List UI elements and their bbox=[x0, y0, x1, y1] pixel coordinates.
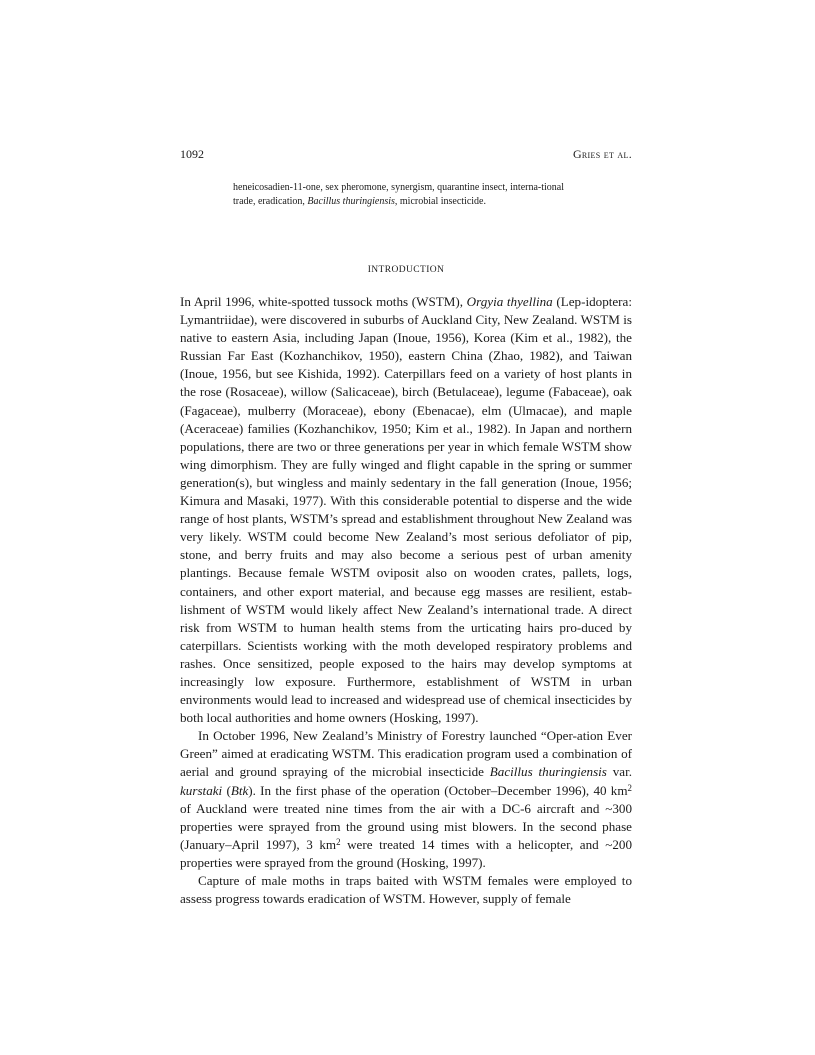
superscript: 2 bbox=[627, 782, 632, 793]
paragraph bbox=[180, 293, 632, 727]
paragraph bbox=[180, 872, 632, 908]
body-text bbox=[180, 293, 632, 908]
keywords bbox=[233, 181, 588, 208]
text-run: were treated 14 times with a helicopter, and ~200 properties were sprayed from the ground (Hosking, 1997). bbox=[180, 836, 632, 870]
keywords-species: Bacillus thuringiensis bbox=[307, 195, 395, 207]
text-run: var. bbox=[606, 764, 632, 780]
keywords-text: heneicosadien-11-one, sex pheromone, synergism, quarantine insect, interna-tional trade, eradication, bbox=[233, 182, 565, 207]
text-run: of Auckland were treated nine times from the air with a DC-6 aircraft and ~300 properties were sprayed from the ground using mist blowers. In the second phase (January–April 1997), 3 km bbox=[180, 800, 632, 852]
text-run: Capture of male moths in traps baited with WSTM females were employed to assess progress towards eradication of WSTM. However, supply of female bbox=[180, 873, 632, 907]
keywords-text-end: , microbial insecticide. bbox=[394, 195, 486, 207]
text-run: In April 1996, white-spotted tussock moths (WSTM), bbox=[180, 294, 467, 309]
text-run: ). In the first phase of the operation (October–December 1996), 40 km bbox=[248, 782, 628, 798]
text-run: ( bbox=[222, 782, 231, 798]
running-head-authors: Gries et al. bbox=[572, 147, 632, 161]
italic-term: kurstaki bbox=[180, 782, 223, 798]
superscript: 2 bbox=[336, 836, 341, 847]
italic-term: Btk bbox=[230, 782, 249, 798]
italic-term: Bacillus thuringiensis bbox=[489, 764, 607, 780]
italic-term: Orgyia thyellina bbox=[466, 294, 553, 309]
paragraph bbox=[180, 727, 632, 872]
running-head bbox=[180, 146, 632, 162]
page-number: 1092 bbox=[180, 147, 204, 161]
text-run: In October 1996, New Zealand’s Ministry of Forestry launched “Oper-ation Ever Green” aimed at eradicating WSTM. This eradication program used a combination of aerial and ground spraying of the microbial insecticide bbox=[180, 728, 632, 780]
section-heading: INTRODUCTION bbox=[367, 265, 445, 275]
text-run: (Lep-idoptera: Lymantriidae), were discovered in suburbs of Auckland City, New Zealand. WSTM is native to eastern Asia, including Japan (Inoue, 1956), Korea (Kim et al., 1982), the Russian Far East (Kozhanchikov, 1950), eastern China (Zhao, 1982), and Taiwan (Inoue, 1956, but see Kishida, 1992). Caterpillars feed on a variety of host plants in the rose (Rosaceae), willow (Salicaceae), birch (Betulaceae), legume (Fabaceae), oak (Fagaceae), mulberry (Moraceae), ebony (Ebenacae), elm (Ulmacae), and maple (Aceraceae) families (Kozhanchikov, 1950; Kim et al., 1982). In Japan and northern populations, there are two or three generations per year in which female WSTM show wing dimorphism. They are fully winged and flight capable in the spring or summer generation(s), but wingless and mainly sedentary in the fall generation (Inoue, 1956; Kimura and Masaki, 1977). With this considerable potential to disperse and the wide range of host plants, WSTM’s spread and establishment throughout New Zealand was very likely. WSTM could become New Zealand’s most serious defoliator of pip, stone, and berry fruits and may also become a serious pest of urban amenity plantings. Because female WSTM oviposit also on wooden crates, pallets, logs, containers, and other export material, and because egg masses are resilient, estab-lishment of WSTM would likely affect New Zealand’s international trade. A direct risk from WSTM to human health stems from the urticating hairs pro-duced by caterpillars. Scientists working with the moth developed respiratory problems and rashes. Once sensitized, people exposed to the hairs may develop symptoms at increasingly low exposure. Furthermore, establishment of WSTM in urban environments would lead to increased and widespread use of chemical insecticides by both local authorities and home owners (Hosking, 1997). bbox=[180, 294, 632, 726]
